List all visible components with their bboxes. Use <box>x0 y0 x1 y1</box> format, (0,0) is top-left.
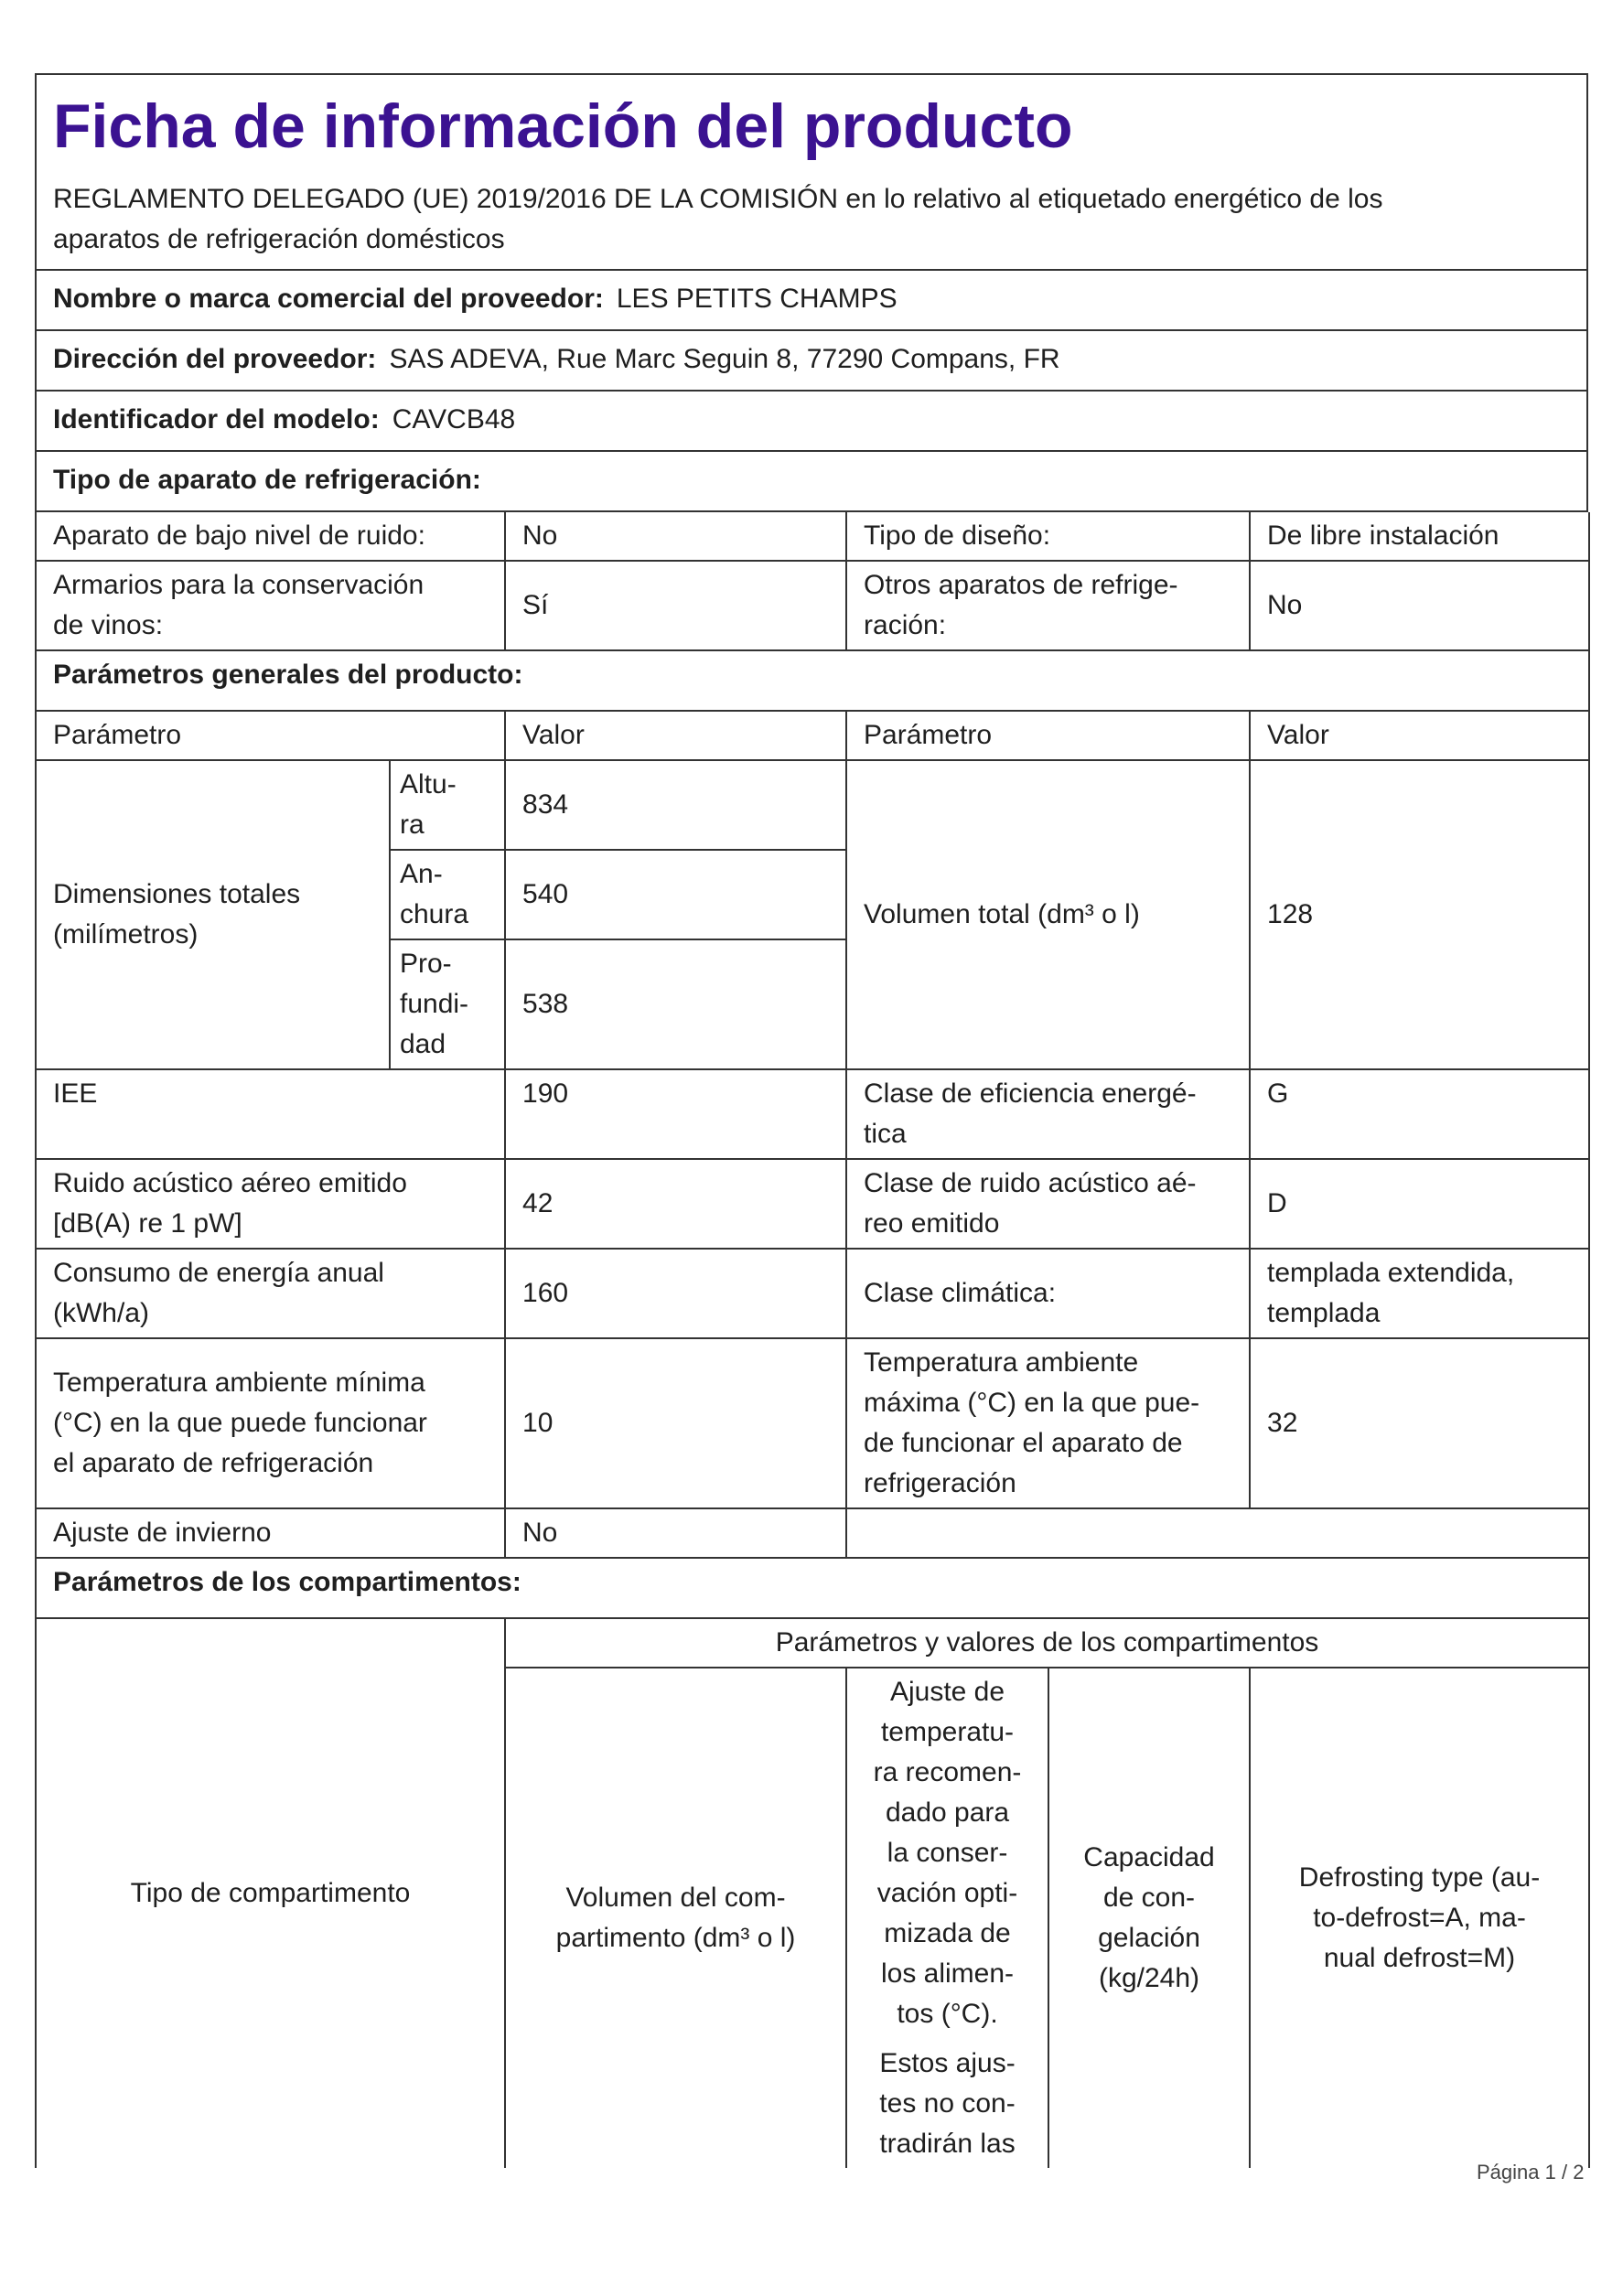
temp-setting-line: temperatu- <box>880 1717 1015 1747</box>
defrosting-type-header-line-1: Defrosting type (au- <box>1298 1862 1541 1893</box>
appliance-type-heading-row <box>35 452 1588 512</box>
noise-row <box>36 1159 1589 1249</box>
noise-label-line-2: [dB(A) re 1 pW] <box>53 1208 242 1239</box>
temp-setting-note-line: tradirán las <box>879 2129 1016 2159</box>
general-params-header-row <box>36 711 1589 760</box>
dimensions-label <box>36 760 390 1069</box>
supplier-address-label: Dirección del proveedor: <box>53 344 377 374</box>
width-label-line-1: An- <box>400 859 443 889</box>
winter-setting-empty-cell <box>846 1508 1589 1558</box>
max-temp-label <box>846 1338 1250 1508</box>
freezing-capacity-header-line-1: Capacidad <box>1083 1842 1215 1872</box>
supplier-name-value: LES PETITS CHAMPS <box>616 284 897 314</box>
temp-setting-line: los alimen- <box>880 1958 1015 1989</box>
max-temp-label-line-3: de funcionar el aparato de <box>864 1428 1183 1458</box>
temp-setting-line: vación opti- <box>876 1878 1018 1908</box>
other-appliance-label-line-1: Otros aparatos de refrige- <box>864 570 1178 600</box>
noise-class-label-line-1: Clase de ruido acústico aé- <box>864 1168 1197 1198</box>
freezing-capacity-header-line-4: (kg/24h) <box>1098 1963 1200 1993</box>
climate-class-label: Clase climática: <box>846 1249 1250 1338</box>
max-temp-value: 32 <box>1250 1338 1589 1508</box>
temp-setting-line: ra recomen- <box>873 1757 1022 1787</box>
defrosting-type-header-line-3: nual defrost=M) <box>1323 1943 1516 1973</box>
temp-setting-line: dado para <box>885 1797 1010 1828</box>
page-title: Ficha de información del producto <box>53 91 1073 161</box>
header-box <box>35 73 1588 271</box>
depth-value: 538 <box>505 939 846 1069</box>
freezing-capacity-header-line-3: gelación <box>1098 1923 1200 1953</box>
temp-setting-line: mizada de <box>884 1918 1011 1948</box>
height-label <box>390 760 505 850</box>
width-value: 540 <box>505 850 846 939</box>
noise-class-label <box>846 1159 1250 1249</box>
winter-setting-row <box>36 1508 1589 1558</box>
page-number: Página 1 / 2 <box>1477 2161 1585 2183</box>
temp-setting-note-line: Estos ajus- <box>879 2048 1016 2078</box>
supplier-name-row <box>35 271 1588 331</box>
appliance-type-heading: Tipo de aparato de refrigeración: <box>53 465 481 495</box>
climate-class-value <box>1250 1249 1589 1338</box>
annual-energy-label-line-2: (kWh/a) <box>53 1298 149 1328</box>
model-identifier-row <box>35 392 1588 452</box>
product-parameters-table <box>35 512 1590 2168</box>
annual-energy-row <box>36 1249 1589 1338</box>
low-noise-value: No <box>505 512 846 561</box>
recommended-temp-setting-note <box>856 2044 1038 2164</box>
compartment-type-header: Tipo de compartimento <box>36 1618 505 2168</box>
temp-setting-note-line: tes no con- <box>879 2088 1016 2119</box>
dimensions-label-line-1: Dimensiones totales <box>53 879 301 909</box>
dimensions-label-line-2: (milímetros) <box>53 919 199 950</box>
compartment-volume-header-line-1: Volumen del com- <box>565 1883 786 1913</box>
low-noise-row <box>36 512 1589 561</box>
defrosting-type-header-line-2: to-defrost=A, ma- <box>1313 1903 1526 1933</box>
winter-setting-value: No <box>505 1508 846 1558</box>
compartment-params-heading: Parámetros de los compartimentos: <box>36 1558 1589 1618</box>
compartment-volume-header <box>505 1668 846 2168</box>
noise-label <box>36 1159 505 1249</box>
depth-label <box>390 939 505 1069</box>
min-temp-label-line-3: el aparato de refrigeración <box>53 1448 374 1478</box>
noise-class-value: D <box>1250 1159 1589 1249</box>
recommended-temp-setting-text <box>856 1672 1038 2034</box>
param-column-header-2: Parámetro <box>846 711 1250 760</box>
max-temp-label-line-1: Temperatura ambiente <box>864 1347 1139 1378</box>
climate-class-value-line-2: templada <box>1267 1298 1381 1328</box>
param-column-header: Parámetro <box>36 711 505 760</box>
compartment-group-header-row <box>36 1618 1589 1668</box>
energy-class-label-line-1: Clase de eficiencia energé- <box>864 1078 1197 1109</box>
low-noise-label: Aparato de bajo nivel de ruido: <box>36 512 505 561</box>
model-identifier-label: Identificador del modelo: <box>53 404 380 435</box>
defrosting-type-header <box>1250 1668 1589 2168</box>
recommended-temp-setting-header <box>846 1668 1048 2168</box>
supplier-address-value: SAS ADEVA, Rue Marc Seguin 8, 77290 Compans, FR <box>389 344 1060 374</box>
eei-value: 190 <box>505 1069 846 1159</box>
total-volume-label: Volumen total (dm³ o l) <box>846 760 1250 1069</box>
regulation-subtitle-line-2: aparatos de refrigeración domésticos <box>53 224 505 254</box>
supplier-name-label: Nombre o marca comercial del proveedor: <box>53 284 604 314</box>
depth-label-line-1: Pro- <box>400 949 452 979</box>
winter-setting-label: Ajuste de invierno <box>36 1508 505 1558</box>
compartment-params-heading-row <box>36 1558 1589 1618</box>
temp-setting-line: tos (°C). <box>897 1999 998 2029</box>
design-type-value: De libre instalación <box>1250 512 1589 561</box>
freezing-capacity-header <box>1048 1668 1250 2168</box>
depth-label-line-3: dad <box>400 1029 446 1059</box>
general-params-heading-row <box>36 650 1589 711</box>
total-volume-value: 128 <box>1250 760 1589 1069</box>
general-params-heading: Parámetros generales del producto: <box>36 650 1589 711</box>
annual-energy-label-line-1: Consumo de energía anual <box>53 1258 384 1288</box>
noise-class-label-line-2: reo emitido <box>864 1208 1000 1239</box>
annual-energy-label <box>36 1249 505 1338</box>
wine-storage-row <box>36 561 1589 650</box>
max-temp-label-line-2: máxima (°C) en la que pue- <box>864 1388 1200 1418</box>
other-appliance-label-line-2: ración: <box>864 610 947 640</box>
eei-label: IEE <box>36 1069 505 1159</box>
freezing-capacity-header-line-2: de con- <box>1102 1883 1196 1913</box>
min-temp-label <box>36 1338 505 1508</box>
temp-setting-line: Ajuste de <box>889 1677 1005 1707</box>
min-temp-label-line-2: (°C) en la que puede funcionar <box>53 1408 427 1438</box>
compartment-volume-header-line-2: partimento (dm³ o l) <box>555 1923 796 1953</box>
other-appliance-value: No <box>1250 561 1589 650</box>
min-temp-value: 10 <box>505 1338 846 1508</box>
noise-value: 42 <box>505 1159 846 1249</box>
compartment-group-header: Parámetros y valores de los compartimentos <box>505 1618 1589 1668</box>
value-column-header: Valor <box>505 711 846 760</box>
annual-energy-value: 160 <box>505 1249 846 1338</box>
width-label <box>390 850 505 939</box>
depth-label-line-2: fundi- <box>400 989 469 1019</box>
product-information-sheet <box>35 73 1588 2168</box>
dimensions-height-row <box>36 760 1589 850</box>
wine-storage-label <box>36 561 505 650</box>
regulation-subtitle <box>53 179 1570 260</box>
model-identifier-value: CAVCB48 <box>392 404 516 435</box>
max-temp-label-line-4: refrigeración <box>864 1468 1016 1498</box>
ambient-temperature-row <box>36 1338 1589 1508</box>
regulation-subtitle-line-1: REGLAMENTO DELEGADO (UE) 2019/2016 DE LA COMISIÓN en lo relativo al etiquetado energético de los <box>53 184 1383 214</box>
height-value: 834 <box>505 760 846 850</box>
wine-storage-value: Sí <box>505 561 846 650</box>
width-label-line-2: chura <box>400 899 469 929</box>
value-column-header-2: Valor <box>1250 711 1589 760</box>
noise-label-line-1: Ruido acústico aéreo emitido <box>53 1168 407 1198</box>
other-appliance-label <box>846 561 1250 650</box>
wine-storage-label-line-2: de vinos: <box>53 610 164 640</box>
min-temp-label-line-1: Temperatura ambiente mínima <box>53 1368 425 1398</box>
eei-row <box>36 1069 1589 1159</box>
energy-class-label-line-2: tica <box>864 1119 907 1149</box>
energy-class-label <box>846 1069 1250 1159</box>
design-type-label: Tipo de diseño: <box>846 512 1250 561</box>
temp-setting-line: la conser- <box>887 1838 1008 1868</box>
wine-storage-label-line-1: Armarios para la conservación <box>53 570 425 600</box>
height-label-line-1: Altu- <box>400 769 457 799</box>
supplier-address-row <box>35 331 1588 392</box>
height-label-line-2: ra <box>400 810 425 840</box>
climate-class-value-line-1: templada extendida, <box>1267 1258 1515 1288</box>
energy-class-value: G <box>1250 1069 1589 1159</box>
